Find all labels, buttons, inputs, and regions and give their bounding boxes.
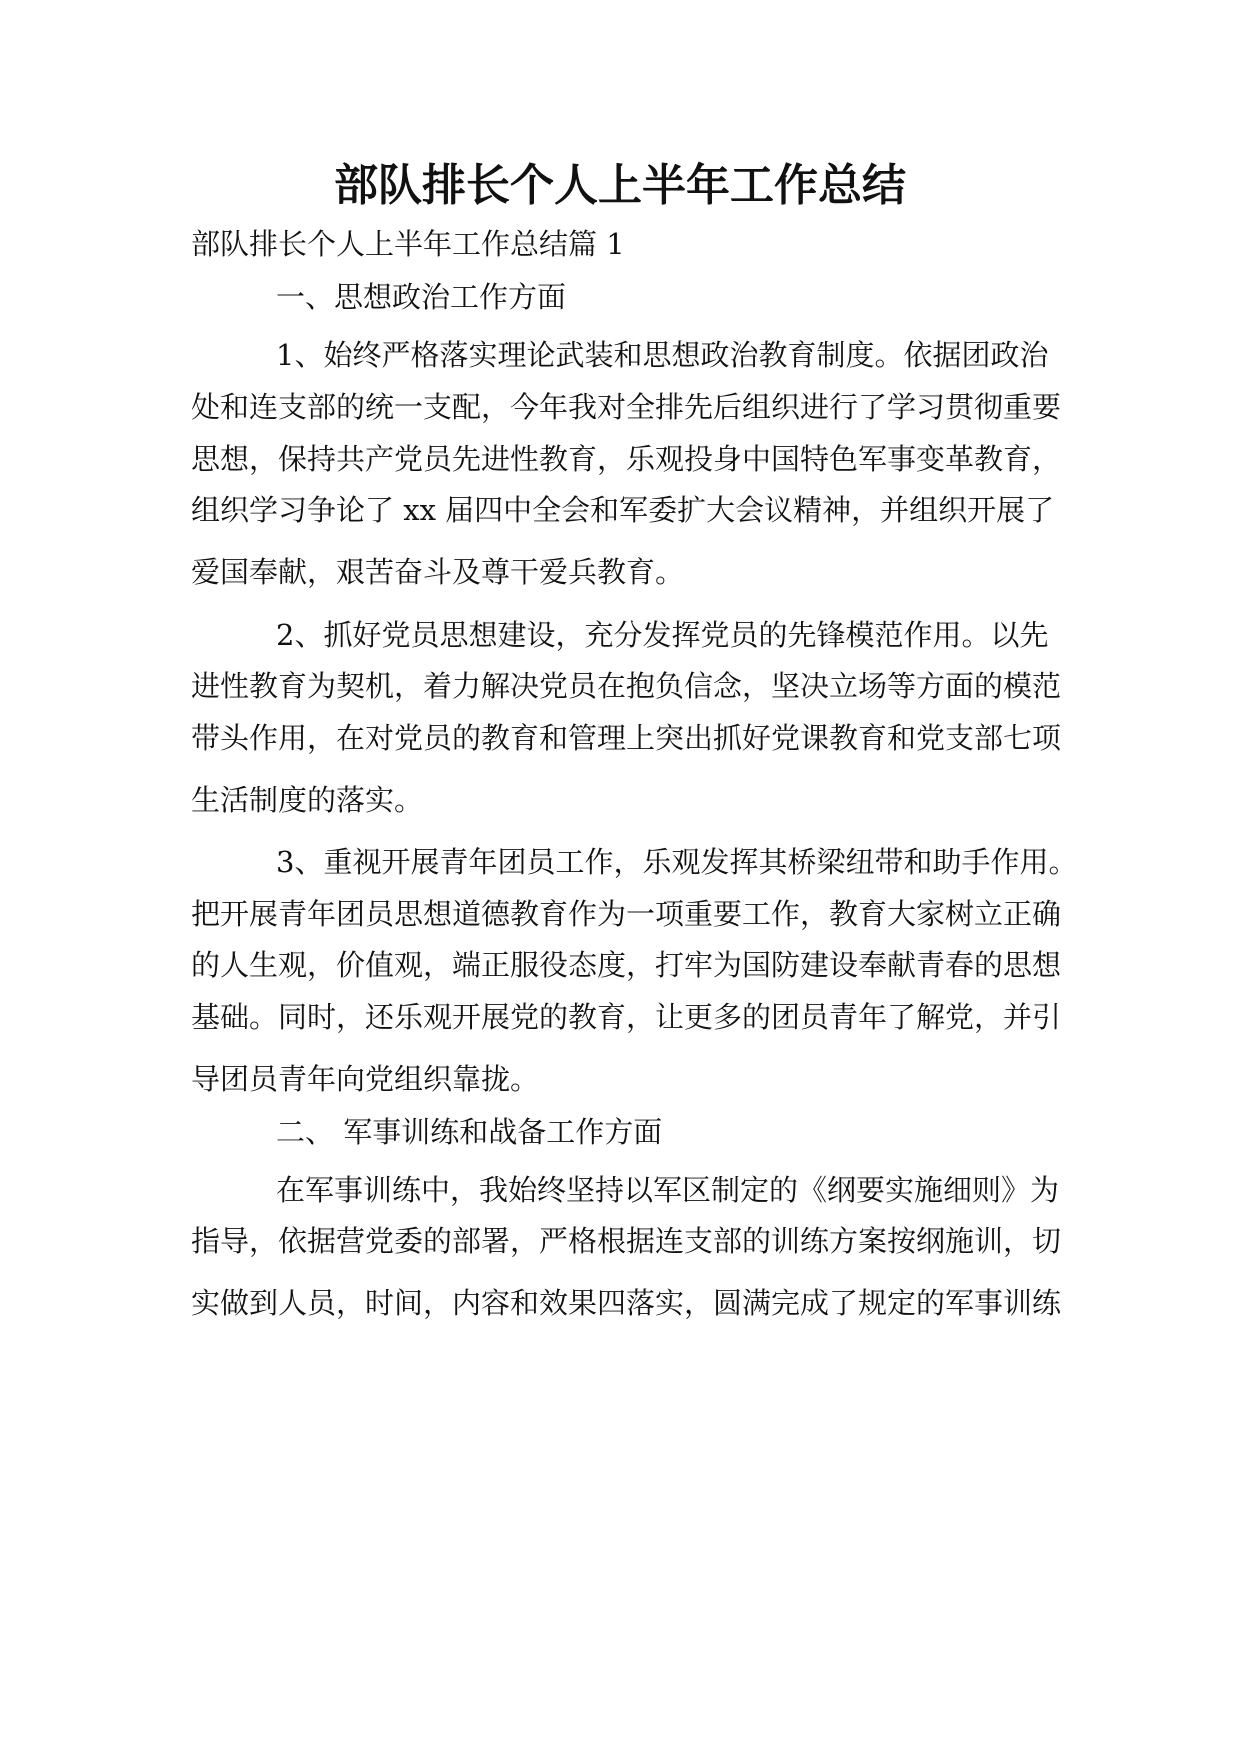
paragraph-line: 组织学习争论了 xx 届四中全会和军委扩大会议精神，并组织开展了 <box>191 493 1055 527</box>
document-title: 部队排长个人上半年工作总结 <box>334 160 906 211</box>
section-heading-political: 一、思想政治工作方面 <box>276 280 567 314</box>
paragraph-line: 2、抓好党员思想建设，充分发挥党员的先锋模范作用。以先 <box>276 618 1049 652</box>
paragraph-line: 进性教育为契机，着力解决党员在抱负信念，坚决立场等方面的模范 <box>191 669 1062 703</box>
paragraph-line: 导团员青年向党组织靠拢。 <box>191 1062 540 1096</box>
document-subtitle: 部队排长个人上半年工作总结篇 1 <box>191 227 625 261</box>
paragraph-line: 的人生观，价值观，端正服役态度，打牢为国防建设奉献青春的思想 <box>191 948 1062 982</box>
paragraph-line: 基础。同时，还乐观开展党的教育，让更多的团员青年了解党，并引 <box>191 1000 1062 1034</box>
paragraph-line: 思想，保持共产党员先进性教育，乐观投身中国特色军事变革教育， <box>191 442 1062 476</box>
paragraph-line: 3、重视开展青年团员工作，乐观发挥其桥梁纽带和助手作用。 <box>276 845 1078 879</box>
paragraph-line: 在军事训练中，我始终坚持以军区制定的《纲要实施细则》为 <box>276 1173 1060 1207</box>
paragraph-line: 带头作用，在对党员的教育和管理上突出抓好党课教育和党支部七项 <box>191 721 1062 755</box>
paragraph-line: 处和连支部的统一支配，今年我对全排先后组织进行了学习贯彻重要 <box>191 390 1062 424</box>
paragraph-line: 实做到人员，时间，内容和效果四落实，圆满完成了规定的军事训练 <box>191 1286 1062 1320</box>
paragraph-line: 把开展青年团员思想道德教育作为一项重要工作，教育大家树立正确 <box>191 897 1062 931</box>
paragraph-line: 生活制度的落实。 <box>191 783 424 817</box>
paragraph-line: 指导，依据营党委的部署，严格根据连支部的训练方案按纲施训，切 <box>191 1224 1062 1258</box>
paragraph-line: 爱国奉献，艰苦奋斗及尊干爱兵教育。 <box>191 555 685 589</box>
section-heading-military: 二、 军事训练和战备工作方面 <box>276 1115 663 1149</box>
paragraph-line: 1、始终严格落实理论武装和思想政治教育制度。依据团政治 <box>276 338 1049 372</box>
